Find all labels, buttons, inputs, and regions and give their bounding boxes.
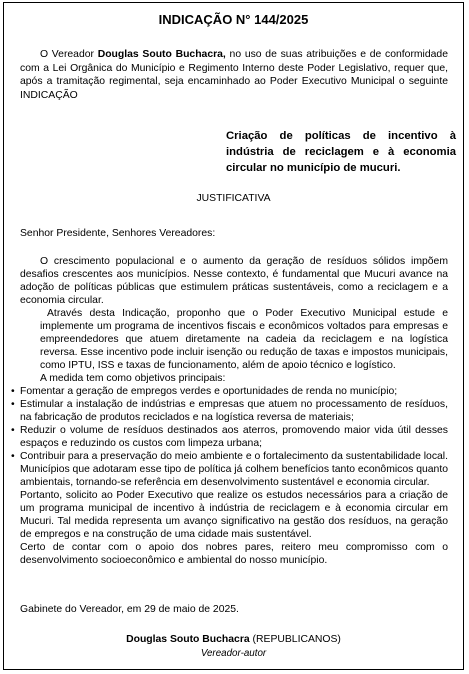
list-item bbox=[11, 450, 448, 463]
justification-heading: JUSTIFICATIVA bbox=[196, 193, 271, 204]
justification-body bbox=[11, 255, 449, 567]
intro-paragraph bbox=[20, 48, 448, 102]
body-paragraph-4: Portanto, solicito ao Poder Executivo que realize os estudos necessários para a criação de um programa municipal de incentivo à indústria de reciclagem e à economia circular em Mucuri. Tal medida representa um avanço significativo na gestão dos resíduos, na geração de empregos e na construção de uma cidade mais sustentável. bbox=[20, 490, 448, 540]
intro-text: no uso de suas atribuições e de conformidade com a Lei Orgânica do Município e Regimento Interno deste Poder Legislativo, requer que, após a tramitação regimental, seja encaminhado ao Poder Executivo Municipal o seguinte INDICAÇÃO bbox=[20, 49, 448, 101]
bullet-icon: • bbox=[11, 386, 15, 397]
date-line: Gabinete do Vereador, em 29 de maio de 2025. bbox=[20, 604, 239, 615]
signer-line bbox=[4, 633, 463, 647]
objectives-list bbox=[11, 385, 448, 463]
objectives-intro: A medida tem como objetivos principais: bbox=[40, 373, 226, 384]
body-paragraph-1: O crescimento populacional e o aumento da geração de resíduos sólidos impõem desafios crescentes aos municípios. Nesse contexto, é fundamental que Mucuri avance na adoção de políticas públicas que estimulem práticas sustentáveis, como a reciclagem e a economia circular. bbox=[20, 256, 448, 306]
signer-party: (REPUBLICANOS) bbox=[249, 634, 341, 645]
intro-author-name: Douglas Souto Buchacra, bbox=[97, 49, 226, 60]
document-page bbox=[3, 2, 464, 670]
indication-subject: Criação de políticas de incentivo à indústria de reciclagem e à economia circular no município de mucuri. bbox=[226, 130, 456, 174]
bullet-icon: • bbox=[11, 399, 15, 410]
intro-prefix: O Vereador bbox=[40, 49, 98, 60]
body-paragraph-3: Municípios que adotaram esse tipo de política já colhem benefícios tanto econômicos quanto ambientais, tornando-se referência em desenvolvimento sustentável e economia circular. bbox=[20, 464, 449, 488]
objective-text: Fomentar a geração de empregos verdes e oportunidades de renda no município; bbox=[20, 386, 398, 397]
salutation: Senhor Presidente, Senhores Vereadores: bbox=[20, 228, 216, 239]
body-paragraph-5: Certo de contar com o apoio dos nobres pares, reitero meu compromisso com o desenvolvimento socioeconômico e ambiental do nosso município. bbox=[20, 542, 448, 566]
bullet-icon: • bbox=[11, 451, 15, 462]
objective-text: Estimular a instalação de indústrias e empresas que atuem no processamento de resíduos, na fabricação de produtos reciclados e na logística reversa de materiais; bbox=[20, 399, 448, 423]
bullet-icon: • bbox=[11, 425, 15, 436]
objective-text: Reduzir o volume de resíduos destinados aos aterros, promovendo maior vida útil desses espaços e reduzindo os custos com limpeza urbana; bbox=[20, 425, 448, 449]
signer-name: Douglas Souto Buchacra bbox=[126, 634, 250, 645]
signature-block bbox=[4, 633, 463, 661]
signer-role: Vereador-autor bbox=[200, 648, 267, 659]
body-paragraph-2: Através desta Indicação, proponho que o Poder Executivo Municipal estude e implemente um programa de incentivos fiscais e econômicos voltados para empresas e empreendedores que atuem diretamente na cadeia da reciclagem e na logística reversa. Esse incentivo pode incluir isenção ou redução de taxas e impostos municipais, como IPTU, ISS e taxas de funcionamento, além de apoio técnico e logístico. bbox=[40, 308, 448, 371]
list-item bbox=[11, 424, 448, 450]
body-indented-block bbox=[40, 307, 448, 385]
list-item bbox=[11, 398, 448, 424]
list-item bbox=[11, 385, 448, 398]
document-title: INDICAÇÃO N° 144/2025 bbox=[158, 12, 309, 27]
objective-text: Contribuir para a preservação do meio ambiente e o fortalecimento da sustentabilidade local. bbox=[20, 451, 448, 462]
